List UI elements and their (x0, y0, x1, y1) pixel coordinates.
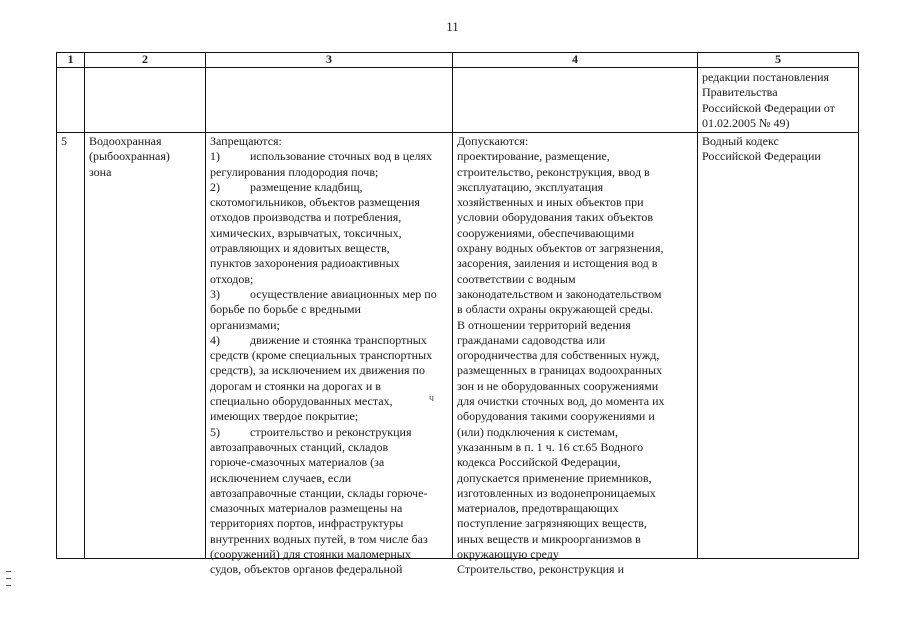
list-item-number: 4) (210, 332, 220, 347)
text-line: гражданами садоводства или (457, 332, 606, 347)
text-line: внутренних водных путей, в том числе баз (210, 531, 428, 546)
text-line: зон и не оборудованных сооружениями (457, 378, 659, 393)
check-mark: ч (429, 393, 435, 404)
table-row-continued (57, 68, 859, 133)
text-line: исключением случаев, если (210, 470, 352, 485)
text-line: (или) подключения к системам, (457, 424, 618, 439)
text-line: охрану водных объектов от загрязнения, (457, 241, 664, 256)
table-header-row (57, 53, 859, 68)
text-line: отравляющих и ядовитых веществ, (210, 241, 390, 256)
text-line: условии оборудования таких объектов (457, 210, 654, 225)
text-line: средств), за исключением их движения по (210, 363, 425, 378)
text-line: соответствии с водным (457, 271, 576, 286)
text-line: 01.02.2005 № 49) (702, 115, 790, 130)
list-item-number: 2) (210, 179, 220, 194)
text-line: проектирование, размещение, (457, 149, 610, 164)
text-line: материалов, предотвращающих (457, 501, 619, 516)
column-header-5: 5 (698, 53, 859, 68)
legal-basis-text (702, 134, 854, 165)
text-line: Российской Федерации от (702, 100, 835, 115)
text-line: законодательством и законодательством (457, 286, 662, 301)
text-line: Водоохранная (89, 134, 162, 148)
cell-allowed (453, 68, 698, 133)
text-line: скотомогильников, объектов размещения (210, 195, 420, 210)
text-line: горюче-смазочных материалов (за (210, 455, 385, 470)
page-number: 11 (446, 19, 459, 34)
document-table (56, 52, 859, 577)
text-line: хозяйственных и иных объектов при (457, 195, 644, 210)
text-line: регулирования плодородия почв; (210, 164, 379, 179)
list-item (210, 180, 448, 195)
text-line: для очистки сточных вод, до момента их (457, 394, 665, 409)
text-line: эксплуатацию, эксплуатация (457, 179, 604, 194)
text-line: Водный кодекс (702, 134, 779, 148)
text-line: указанным в п. 1 ч. 16 ст.65 Водного (457, 439, 644, 454)
text-line: Строительство, реконструкция и (457, 562, 624, 577)
list-item-text: строительство и реконструкция (250, 424, 412, 439)
text-line: пунктов захоронения радиоактивных (210, 256, 400, 271)
margin-mark (6, 585, 11, 586)
list-item-text: движение и стоянка транспортных (250, 332, 427, 347)
zone-name-text (89, 134, 201, 180)
text-line: борьбе по борьбе с вредными (210, 302, 361, 317)
text-line: автозаправочные станции, склады горюче- (210, 485, 428, 500)
cell-legal-basis (698, 133, 859, 559)
text-line: строительство, реконструкция, ввод в (457, 164, 650, 179)
text-line: Российской Федерации (702, 149, 821, 164)
text-line: кодекса Российской Федерации, (457, 455, 621, 470)
text-line: смазочных материалов размещены на (210, 501, 403, 516)
text-line: средств (кроме специальных транспортных (210, 348, 433, 363)
list-item-number: 1) (210, 149, 220, 164)
cell-zone-name (85, 68, 206, 133)
column-header-4: 4 (453, 53, 698, 68)
text-line: иных веществ и микроорганизмов в (457, 531, 641, 546)
text-line: редакции постановления (702, 70, 830, 84)
text-line: судов, объектов органов федеральной (210, 562, 403, 577)
list-item (210, 287, 448, 302)
cell-zone-name (85, 133, 206, 559)
text-line: Допускаются: (457, 134, 529, 148)
list-item (210, 149, 448, 164)
cell-allowed (453, 133, 698, 577)
list-item-text: осуществление авиационных мер по (250, 286, 437, 301)
column-header-3: 3 (206, 53, 453, 68)
list-item-text: использование сточных вод в целях (250, 149, 433, 164)
cell-number: 5 (57, 133, 85, 559)
text-line: зона (89, 164, 112, 179)
text-line: отходов производства и потребления, (210, 210, 402, 225)
margin-mark (6, 571, 11, 572)
prohibited-activities-text (210, 134, 448, 577)
text-line: огородничества для собственных нужд, (457, 348, 660, 363)
text-line: засорения, заиления и истощения вод в (457, 256, 658, 271)
column-header-1: 1 (57, 53, 85, 68)
text-line: имеющих твердое покрытие; (210, 409, 359, 424)
text-line: размещенных в границах водоохранных (457, 363, 663, 378)
text-line: окружающую среду (457, 547, 559, 562)
list-item-number: 3) (210, 286, 220, 301)
margin-mark (6, 578, 11, 579)
list-item-text: размещение кладбищ, (250, 179, 363, 194)
text-line: (сооружений) для стоянки маломерных (210, 547, 411, 562)
text-line: Правительства (702, 85, 778, 100)
text-line: дорогам и стоянки на дорогах и в (210, 378, 381, 393)
text-line: поступление загрязняющих веществ, (457, 516, 647, 531)
text-line: допускается применение приемников, (457, 470, 652, 485)
text-line: в области охраны окружающей среды. (457, 302, 654, 317)
prohibited-heading: Запрещаются: (210, 134, 282, 148)
text-line: организмами; (210, 317, 280, 332)
legal-basis-continued-text (702, 70, 854, 132)
column-header-2: 2 (85, 53, 206, 68)
cell-prohibited (206, 68, 453, 133)
cell-prohibited (206, 133, 453, 577)
text-line: химических, взрывчатых, токсичных, (210, 225, 402, 240)
list-item (210, 425, 448, 440)
text-line: отходов; (210, 271, 254, 286)
allowed-activities-text (457, 134, 693, 577)
table-row-5 (57, 133, 859, 559)
text-line: сооружениями, обеспечивающими (457, 225, 635, 240)
list-item-number: 5) (210, 424, 220, 439)
text-line: оборудования такими сооружениями и (457, 409, 655, 424)
text-line: автозаправочных станций, складов (210, 439, 389, 454)
text-line: В отношении территорий ведения (457, 317, 631, 332)
text-line: территориях портов, инфраструктуры (210, 516, 404, 531)
text-line: изготовленных из водонепроницаемых (457, 485, 656, 500)
cell-number (57, 68, 85, 133)
text-line: (рыбоохранная) (89, 149, 170, 164)
cell-legal-basis (698, 68, 859, 133)
text-line: специально оборудованных местах, (210, 394, 393, 409)
list-item (210, 333, 448, 348)
